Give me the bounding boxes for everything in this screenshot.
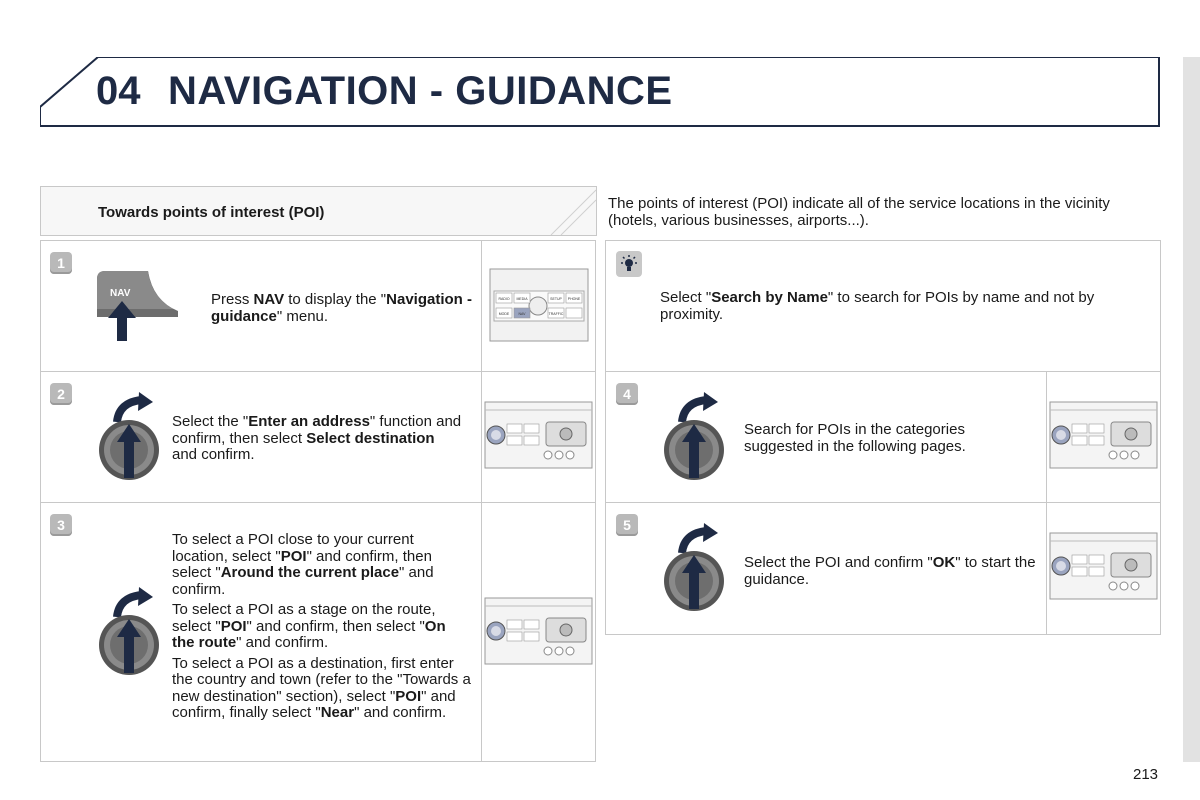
body-text: " and confirm. — [172, 564, 434, 598]
side-tab — [1183, 57, 1200, 762]
section-heading: Towards points of interest (POI) — [98, 204, 325, 221]
page-title: NAVIGATION - GUIDANCE — [168, 69, 673, 113]
body-text: " to search for POIs by name and not by proximity. — [660, 289, 1095, 323]
page-number: 213 — [1133, 766, 1159, 783]
control-panel-image — [481, 372, 595, 503]
corner-hatch — [541, 187, 596, 235]
rotary-knob-icon — [97, 587, 167, 684]
svg-text:MEDIA: MEDIA — [516, 297, 528, 301]
rotary-knob-icon — [662, 392, 732, 489]
step-5 — [605, 502, 1161, 635]
body-text: and confirm. — [172, 446, 255, 463]
control-panel-image — [1046, 372, 1160, 503]
step-badge: 1 — [50, 252, 72, 274]
body-text: " and confirm. — [354, 704, 447, 721]
body-text: Select the " — [172, 413, 249, 430]
rotary-knob-icon — [662, 523, 732, 620]
step-5-text — [744, 555, 1044, 588]
tip-text — [660, 290, 1140, 323]
emphasis-text: Search by Name — [711, 289, 828, 306]
instruction-paragraph — [172, 532, 472, 598]
control-panel-image — [481, 503, 595, 761]
step-1-text — [211, 292, 481, 325]
emphasis-text: Near — [320, 704, 355, 721]
body-text: " and confirm, finally select " — [172, 687, 456, 721]
emphasis-text: POI — [280, 547, 307, 565]
instruction-paragraph — [172, 602, 472, 652]
step-2-text — [172, 414, 462, 464]
emphasis-text: NAV — [253, 291, 285, 308]
step-4-text — [744, 422, 1014, 455]
body-text: To select a POI as a stage on the route, select " — [172, 601, 436, 635]
section-heading-box — [40, 186, 597, 236]
body-text: Select the POI and confirm " — [744, 554, 933, 571]
body-text: " and confirm, then select " — [246, 617, 425, 635]
control-panel-image — [481, 241, 595, 372]
control-panel-image — [1046, 503, 1160, 634]
body-text: To select a POI close to your current location, select " — [172, 531, 414, 565]
car-radio-panel-icon — [482, 241, 595, 372]
body-text: " function and confirm, then select — [172, 413, 462, 447]
section-intro: The points of interest (POI) indicate all of the service locations in the vicinity (hotels, various businesses, airports...). — [608, 195, 1110, 229]
svg-text:RADIO: RADIO — [498, 297, 510, 301]
chapter-header — [40, 57, 1160, 127]
body-text: " and confirm. — [236, 634, 329, 651]
car-radio-panel-icon — [482, 503, 595, 761]
svg-text:NAV: NAV — [518, 312, 526, 316]
emphasis-text: On the route — [172, 617, 446, 651]
body-text: Press — [211, 291, 254, 308]
lightbulb-icon — [616, 251, 642, 277]
car-radio-panel-icon — [1047, 372, 1160, 503]
body-text: To select a POI as a destination, first enter the country and town (refer to the "Towards a new destination" section), select " — [172, 654, 471, 705]
rotary-knob-icon — [97, 392, 167, 489]
step-2 — [40, 371, 596, 504]
step-badge: 5 — [616, 514, 638, 536]
step-4 — [605, 371, 1161, 504]
body-text: Select " — [660, 289, 712, 306]
emphasis-text: OK — [932, 554, 956, 571]
nav-button-icon — [93, 271, 179, 341]
emphasis-text: Select destination — [306, 429, 435, 447]
body-text: Search for POIs in the categories suggested in the following pages. — [744, 421, 966, 455]
emphasis-text: POI — [220, 617, 247, 635]
instruction-paragraph — [172, 656, 472, 722]
body-text: " menu. — [276, 307, 329, 325]
body-text: " to start the guidance. — [744, 554, 1036, 588]
step-badge: 2 — [50, 383, 72, 405]
svg-text:MODE: MODE — [498, 312, 510, 316]
body-text: " and confirm, then select " — [172, 547, 432, 581]
svg-text:TRAFFIC: TRAFFIC — [548, 312, 564, 316]
step-3 — [40, 502, 596, 762]
svg-text:SETUP: SETUP — [550, 297, 562, 301]
body-text: to display the " — [284, 291, 387, 308]
emphasis-text: POI — [395, 687, 422, 705]
svg-text:PHONE: PHONE — [567, 297, 581, 301]
chapter-number: 04 — [96, 69, 141, 113]
step-3-text — [172, 532, 472, 722]
up-arrow-icon — [107, 301, 137, 341]
step-1 — [40, 240, 596, 373]
nav-button-label: NAV — [110, 288, 131, 299]
car-radio-panel-icon — [1047, 503, 1160, 634]
emphasis-text: Around the current place — [220, 564, 400, 581]
step-badge: 3 — [50, 514, 72, 536]
step-badge: 4 — [616, 383, 638, 405]
car-radio-panel-icon — [482, 372, 595, 503]
tip-box — [605, 240, 1161, 373]
emphasis-text: Navigation - guidance — [211, 291, 472, 325]
emphasis-text: Enter an address — [248, 413, 370, 430]
